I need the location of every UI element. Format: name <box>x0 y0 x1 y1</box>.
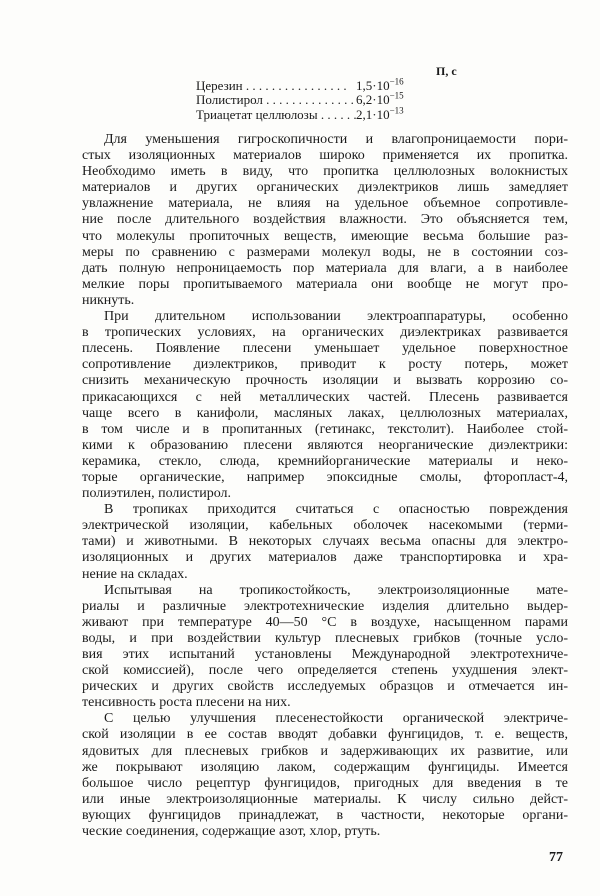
text-line: дать полную непроницаемость пор материала для влаги, а в наиболее <box>82 260 568 276</box>
text-line: меры по сравнению с размерами молекул воды, не в состоянии соз- <box>82 244 568 260</box>
text-line: нение на складах. <box>82 566 188 582</box>
text-line: увлажнение материала, не влияя на удельное объемное сопротивле- <box>82 196 568 212</box>
text-line: прикасающихся с ней металлических частей. Плесень развивается <box>82 389 568 405</box>
material-name: Полистирол . . . <box>196 93 356 108</box>
text-line: что молекулы пропиточных веществ, имеющие весьма большие раз- <box>82 228 568 244</box>
text-line: керамика, стекло, слюда, кремнийорганические материалы и неко- <box>82 453 568 469</box>
value-exponent: −15 <box>389 90 404 101</box>
text-line: Необходимо иметь в виду, что пропитка целлюлозных волокнистых <box>82 164 568 180</box>
text-line: изоляционных и других материалов даже транспортировка и хра- <box>82 550 568 566</box>
value-mantissa: 6,2·10 <box>356 92 390 107</box>
text-line: электрической изоляции, кабельных оболочек насекомыми (терми- <box>82 518 568 534</box>
paragraph <box>82 309 568 502</box>
text-line: снизить механическую прочность изоляции и вызвать коррозию со- <box>82 373 568 389</box>
text-line: мелкие поры пропитываемого материала они вообще не могут про- <box>82 276 568 292</box>
text-line: большое число рецептур фунгицидов, пригодных для введения в те <box>82 775 568 791</box>
text-line: тенсивность роста плесени на них. <box>82 695 291 711</box>
text-line: или иные электроизоляционные материалы. К числу сильно дейст- <box>82 791 568 807</box>
text-line: ческие соединения, содержащие азот, хлор, ртуть. <box>82 824 381 840</box>
material-name: Церезин . . . <box>196 79 356 94</box>
table-row <box>196 90 457 108</box>
value-exponent: −16 <box>389 76 404 87</box>
text-line: в том числе и в пропитанных (гетинакс, текстолит). Наиболее стой- <box>82 421 568 437</box>
paragraph <box>82 132 568 309</box>
material-name: Триацетат целлюлозы . . . <box>196 108 356 123</box>
value-mantissa: 1,5·10 <box>356 77 390 93</box>
page-number: 77 <box>549 850 563 865</box>
text-line: ской изоляции в ее состав вводят добавки фунгицидов, т. е. веществ, <box>82 727 568 743</box>
text-line: материалов и других органических диэлектриков лишь замедляет <box>82 180 568 196</box>
text-line: ние после длительного воздействия влажности. Это объясняется тем, <box>82 212 568 228</box>
paragraph <box>82 502 568 582</box>
text-line: рических и других свойств исследуемых образцов и отмечается ин- <box>82 679 568 695</box>
text-line: вующих фунгицидов принадлежат, в частности, некоторые органи- <box>82 807 568 823</box>
text-line: ской комиссией), после чего определяется степень ухудшения элект- <box>82 663 568 679</box>
table-rows <box>196 76 457 123</box>
text-line: Для уменьшения гигроскопичности и влагопроницаемости пори- <box>104 132 568 147</box>
text-line: воды, и при воздействии культур плесневых грибков (точные усло- <box>82 630 568 646</box>
paragraph <box>82 711 568 840</box>
paragraph <box>82 583 568 712</box>
value-exponent: −13 <box>389 105 404 116</box>
text-line: В тропиках приходится считаться с опасностью повреждения <box>104 502 568 518</box>
value-mantissa: 2,1·10 <box>356 106 390 122</box>
text-line: живают при температуре 40—50 °С в воздухе, насыщенном парами <box>82 614 568 630</box>
text-line: полиэтилен, полистирол. <box>82 486 232 502</box>
text-line: чаще всего в канифоли, масляных лаках, целлюлозных материалах, <box>82 405 568 421</box>
text-line: тами) и животными. В некоторых случаях весьма опасны для электро- <box>82 534 568 550</box>
text-line: стых изоляционных материалов широко применяется их пропитка. <box>82 148 568 164</box>
text-line: никнуть. <box>82 292 135 308</box>
text-line: риалы и различные электротехнические изделия длительно выдер- <box>82 598 568 614</box>
text-line: С целью улучшения плесенестойкости органической электриче- <box>104 711 568 727</box>
text-line: вия этих испытаний установлены Международной электротехниче- <box>82 647 568 662</box>
text-line: ядовитых для плесневых грибков и задерживающих их развитие, или <box>82 743 568 759</box>
table-row <box>196 76 457 94</box>
table-header: П, с <box>436 64 457 78</box>
table-row <box>196 105 457 123</box>
resistance-table <box>196 64 457 122</box>
material-value <box>356 105 404 123</box>
text-line: же покрывают изоляцию лаком, содержащим фунгициды. Имеется <box>82 759 568 775</box>
text-line: кими к образованию плесени являются неорганические диэлектрики: <box>82 437 568 453</box>
text-line: При длительном использовании электроаппаратуры, особенно <box>104 309 568 325</box>
text-line: сопротивление диэлектриков, приводит к росту потерь, может <box>82 357 568 373</box>
text-line: плесень. Появление плесени уменьшает удельное поверхностное <box>82 341 568 357</box>
text-line: торые органические, например эпоксидные смолы, фторопласт-4, <box>82 469 568 485</box>
text-line: в тропических условиях, на органических диэлектриках развивается <box>82 325 568 341</box>
text-line: Испытывая на тропикостойкость, электроизоляционные мате- <box>104 582 568 598</box>
body-text <box>82 132 568 840</box>
